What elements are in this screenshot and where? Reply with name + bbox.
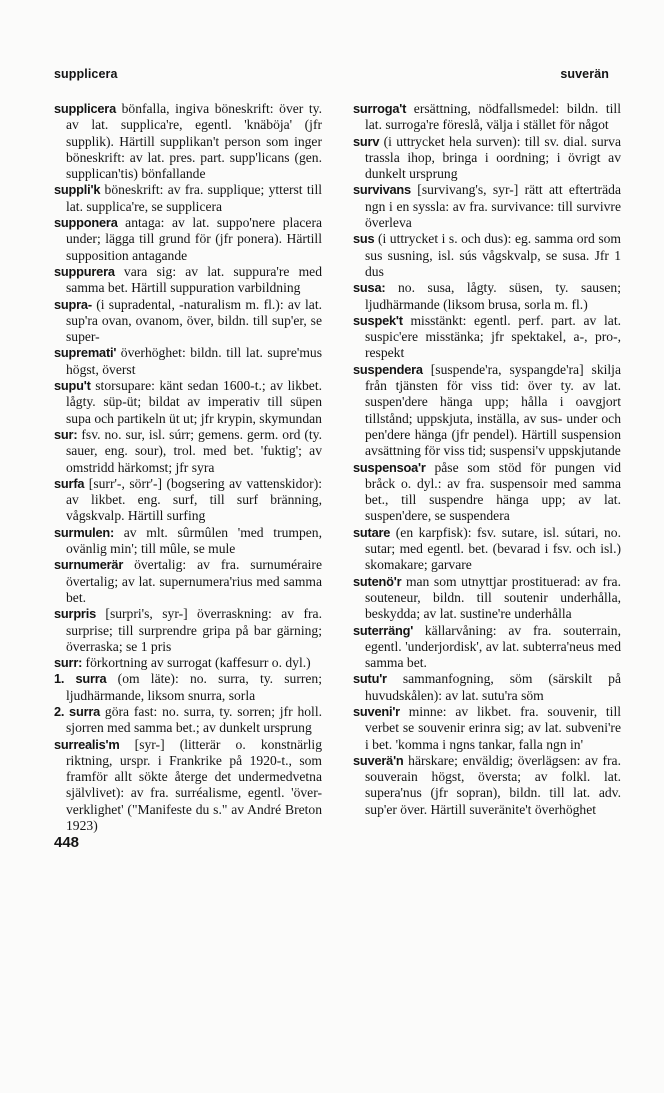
- definition: (i uttrycket hela surven): till sv. dial. surva trassla ihop, bringa i oordning; i övrigt av dunkelt ursprung: [365, 133, 621, 182]
- entry: [54, 525, 322, 558]
- definition: fsv. no. sur, isl. súrr; gemens. germ. ord (ty. sauer, eng. sour), trol. med bet. 'fuktig'; av omstridd härkomst; jfr syra: [66, 426, 322, 475]
- definition: källarvåning: av fra. souterrain, egentl. 'underjordisk', av lat. subterra'neus med samma bet.: [365, 622, 621, 671]
- definition: bönfalla, ingiva böneskrift: över ty. av lat. supplica're, egentl. 'knäböja' (jfr supplik). Härtill supplikan't person som inger böneskrift: av lat. pres. part. supp'licans (gen. supplican'tis) bönfallande: [66, 101, 322, 182]
- definition: av mlt. sûrmûlen 'med trumpen, ovänlig min'; till mûle, se mule: [66, 524, 322, 557]
- entry: [353, 313, 621, 362]
- entry: [353, 623, 621, 672]
- entry: [54, 101, 322, 182]
- definition: påse som stöd för pungen vid bråck o. dyl.: av fra. suspensoir med samma bet., till suspendre hänga upp; av lat. suspen'dere, se suspendera: [365, 459, 621, 524]
- definition: böneskrift: av fra. supplique; ytterst till lat. supplica're, se supplicera: [66, 182, 322, 214]
- definition: [syr-] (litterär o. konstnärlig riktning, urspr. i Frankrike på 1920-t., som framför allt sökte återge det undermedvetna självlivet): av fra. surréalisme, egentl. 'över-verklighet' ("Manifeste du s." av André Breton 1923): [66, 736, 322, 834]
- entry: [353, 231, 621, 280]
- headword: sus: [353, 231, 375, 247]
- headword: sutenö'r: [353, 573, 402, 589]
- entry: [54, 476, 322, 525]
- definition: (i uttrycket i s. och dus): eg. samma ord som sus susning, isl. sús vågskvalp, se susa. Jfr 1 dus: [365, 231, 621, 279]
- definition: ersättning, nödfallsmedel: bildn. till lat. surroga're föreslå, välja i stället för något: [365, 101, 621, 133]
- headword: surfa: [54, 475, 85, 491]
- definition: förkortning av surrogat (kaffesurr o. dyl.): [82, 655, 311, 671]
- entry: [54, 704, 322, 737]
- right-column: [353, 101, 621, 818]
- entry: [353, 362, 621, 460]
- headword: supu't: [54, 378, 91, 394]
- definition: [surpri's, syr-] överraskning: av fra. surprise; till surprendre gripa på bar gärning; överraska; se 1 pris: [66, 606, 322, 654]
- definition: (i supradental, -naturalism m. fl.): av lat. sup'ra ovan, ovanom, över, bildn. till sup'er, se super-: [66, 296, 322, 345]
- entry: [54, 557, 322, 606]
- headword: surroga't: [353, 101, 407, 116]
- entry: [54, 182, 322, 215]
- definition: man som utnyttjar prostituerad: av fra. souteneur, bildn. till soutenir underhålla, beskydda; av lat. sustine're underhålla: [365, 573, 621, 622]
- entry: [353, 182, 621, 231]
- page-number: 448: [54, 834, 80, 851]
- definition: misstänkt: egentl. perf. part. av lat. suspic'ere misstänka; jfr spektakel, a-, pro-, respekt: [365, 312, 621, 361]
- headword: 1. surra: [54, 671, 107, 687]
- definition: no. susa, lågty. süsen, ty. sausen; ljudhärmande (liksom brusa, sorla m. fl.): [365, 280, 621, 312]
- definition: härskare; enväldig; överlägsen: av fra. souverain högst, översta; av folkl. lat. supera'nus (jfr sopran), bildn. till lat. adv. sup'er över. Härtill suveränite't överhöghet: [365, 752, 621, 817]
- entry: [353, 753, 621, 818]
- entry: [353, 704, 621, 753]
- headword: surmulen:: [54, 524, 115, 540]
- entry: [54, 606, 322, 655]
- headword: sur:: [54, 426, 78, 442]
- headword: supponera: [54, 215, 118, 231]
- definition: storsupare: känt sedan 1600-t.; av likbet. lågty. süp-üt; bildat av imperativ till süpen supa och partikeln üt ut; jfr krypin, skymundan: [66, 378, 322, 426]
- headword: surv: [353, 133, 380, 149]
- entry: [353, 101, 621, 134]
- entry: [353, 460, 621, 525]
- entry: [54, 345, 322, 378]
- headword: surrealis'm: [54, 736, 120, 752]
- definition: antaga: av lat. suppo'nere placera under; lägga till grund för (jfr ponera). Härtill supposition antagande: [66, 215, 322, 263]
- headword: supra-: [54, 296, 92, 312]
- running-head-right: suverän: [560, 67, 609, 81]
- headword: sutare: [353, 524, 391, 540]
- entry: [54, 378, 322, 427]
- definition: [suspende'ra, syspangde'ra] skilja från tjänsten för viss tid: över ty. av lat. suspen'dere hänga upp; hålla i oavgjort tillstånd; uppskjuta, inställa, av sus- under och pen'dere hänga (jfr pendel). Härtill suspension avsättning för viss tid; suspensi'v uppskjutande: [365, 361, 621, 459]
- headword: surpris: [54, 606, 96, 622]
- definition: [survivang's, syr-] rätt att efterträda ngn i en syssla: av fra. survivance: till survivre överleva: [365, 182, 621, 231]
- definition: (om läte): no. surra, ty. surren; ljudhärmande, liksom snurra, sorla: [66, 671, 322, 703]
- headword: suppurera: [54, 263, 115, 279]
- definition: (en karpfisk): fsv. sutare, isl. sútari, no. sutar; med egentl. bet. (bevarad i fsv. och isl.) skomakare; garvare: [365, 524, 621, 573]
- entry: [353, 671, 621, 704]
- headword: suppli'k: [54, 182, 101, 198]
- definition: minne: av likbet. fra. souvenir, till verbet se souvenir erinra sig; av lat. subveni're i bet. 'komma i ngns tankar, falla ngn in': [365, 703, 621, 752]
- headword: sutu'r: [353, 671, 387, 687]
- entry: [353, 525, 621, 574]
- entry: [54, 737, 322, 835]
- headword: suveni'r: [353, 703, 400, 719]
- entry: [54, 671, 322, 704]
- definition: vara sig: av lat. suppura're med samma bet. Härtill suppuration varbildning: [66, 263, 322, 296]
- running-head-left: supplicera: [54, 67, 118, 81]
- headword: surr:: [54, 655, 83, 671]
- headword: suspendera: [353, 361, 423, 377]
- entry: [54, 427, 322, 476]
- headword: suspensoa'r: [353, 459, 426, 475]
- headword: supplicera: [54, 101, 117, 116]
- left-column: [54, 101, 322, 834]
- entry: [353, 280, 621, 313]
- entry: [353, 574, 621, 623]
- definition: överhöghet: bildn. till lat. supre'mus högst, överst: [66, 345, 322, 377]
- headword: survivans: [353, 182, 411, 198]
- headword: suspek't: [353, 312, 403, 328]
- headword: suverä'n: [353, 752, 404, 768]
- definition: sammanfogning, söm (särskilt på huvudskålen): av lat. sutu'ra söm: [365, 671, 621, 703]
- entry: [353, 134, 621, 183]
- entry: [54, 264, 322, 297]
- headword: surnumerär: [54, 557, 124, 573]
- headword: suterräng': [353, 622, 414, 638]
- headword: supremati': [54, 345, 117, 361]
- definition: göra fast: no. surra, ty. sorren; jfr holl. sjorren med samma bet.; av dunkelt ursprung: [66, 703, 323, 736]
- definition: [surr'-, sörr'-] (bogsering av vattenskidor): av likbet. eng. surf, till surf bränning, vågskvalp. Härtill surfing: [66, 475, 322, 524]
- headword: 2. surra: [54, 703, 101, 719]
- entry: [54, 215, 322, 264]
- definition: övertalig: av fra. surnuméraire övertalig; av lat. supernumera'rius med samma bet.: [66, 557, 322, 605]
- headword: susa:: [353, 280, 386, 296]
- entry: [54, 655, 322, 671]
- entry: [54, 297, 322, 346]
